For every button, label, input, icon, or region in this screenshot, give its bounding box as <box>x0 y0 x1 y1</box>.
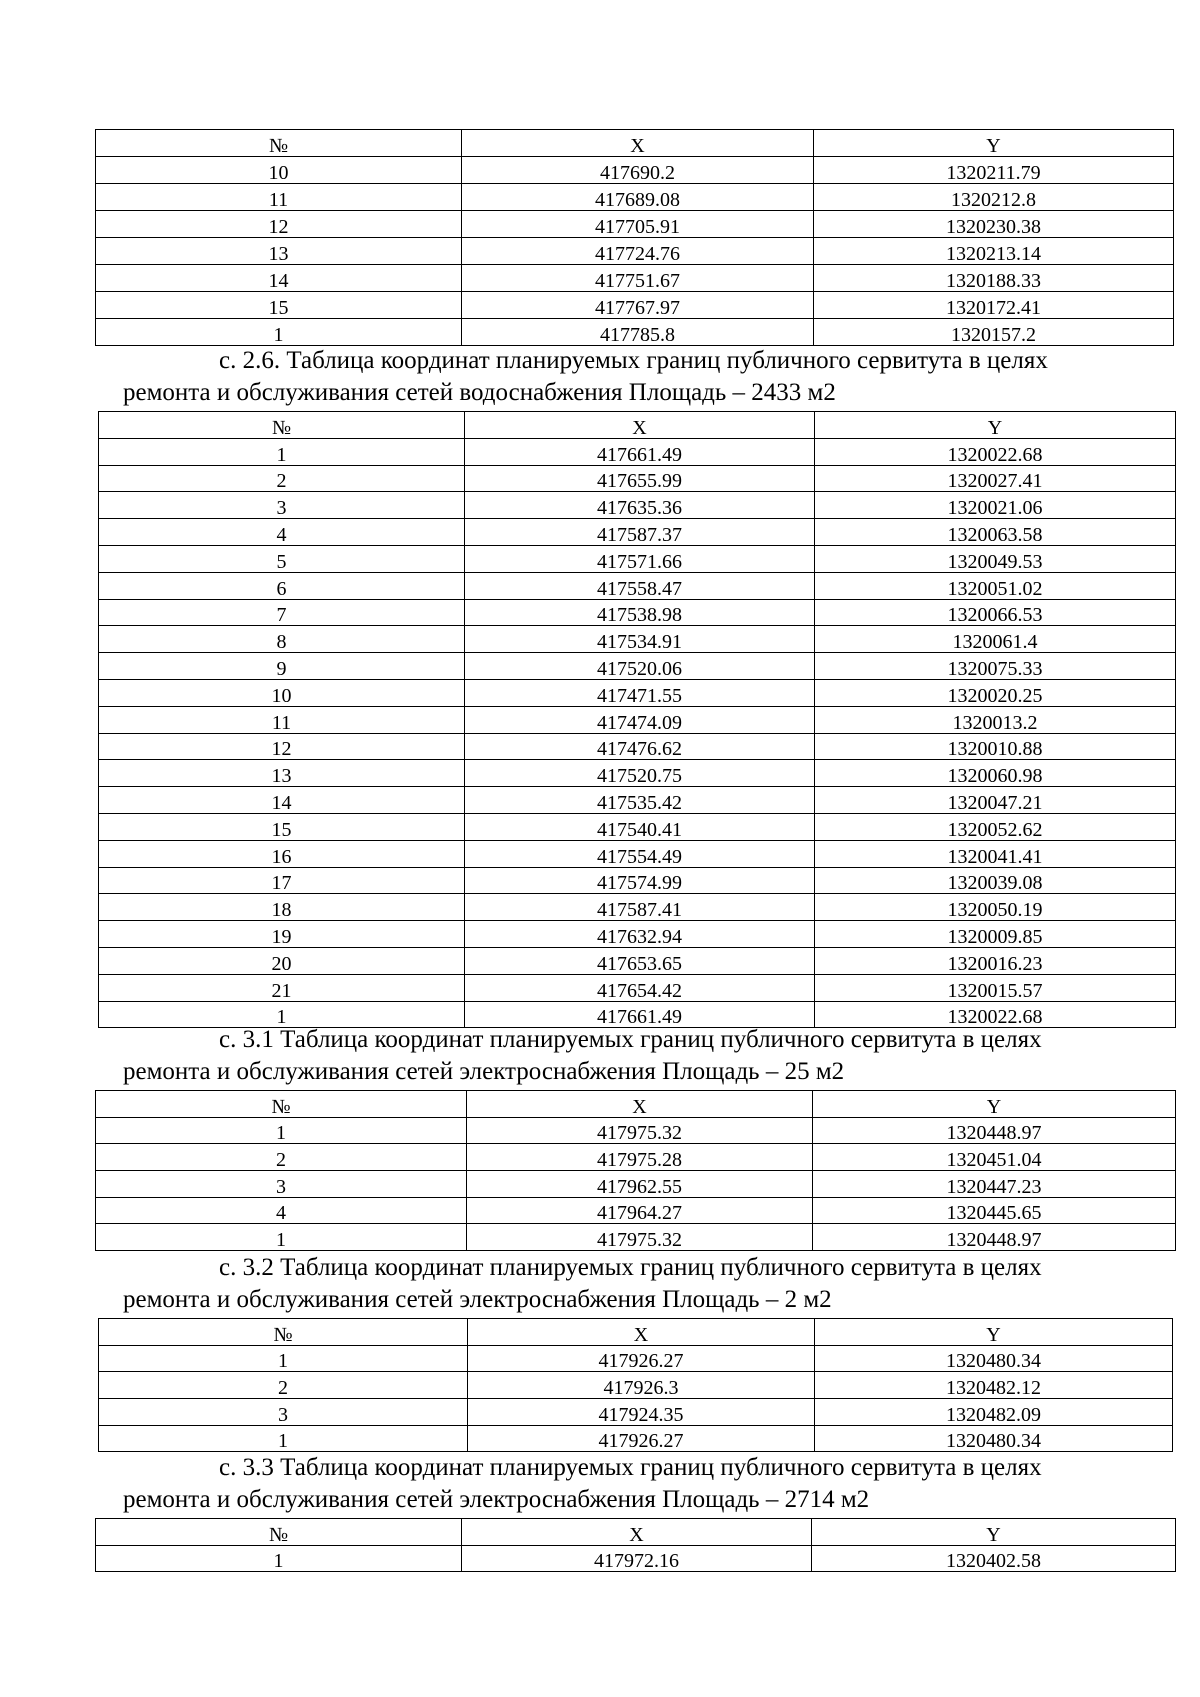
x-coordinate-cell: 417635.36 <box>465 492 815 519</box>
x-coordinate-cell: 417558.47 <box>465 572 815 599</box>
table-row <box>99 679 1176 706</box>
column-header-y: Y <box>815 1319 1173 1346</box>
point-number-cell: 20 <box>99 947 465 974</box>
table-row <box>96 157 1174 184</box>
table-row <box>99 947 1176 974</box>
table-caption <box>123 1452 1042 1516</box>
point-number-cell: 1 <box>99 1425 468 1452</box>
point-number-cell: 15 <box>99 813 465 840</box>
table-row <box>99 519 1176 546</box>
x-coordinate-cell: 417540.41 <box>465 813 815 840</box>
point-number-cell: 2 <box>96 1144 467 1171</box>
y-coordinate-cell: 1320402.58 <box>812 1545 1176 1572</box>
y-coordinate-cell: 1320020.25 <box>815 679 1176 706</box>
coordinates-table-block <box>95 129 1174 346</box>
point-number-cell: 7 <box>99 599 465 626</box>
y-coordinate-cell: 1320015.57 <box>815 974 1176 1001</box>
x-coordinate-cell: 417964.27 <box>467 1197 813 1224</box>
point-number-cell: 12 <box>96 211 462 238</box>
x-coordinate-cell: 417975.32 <box>467 1224 813 1251</box>
x-coordinate-cell: 417661.49 <box>465 1001 815 1028</box>
x-coordinate-cell: 417520.06 <box>465 653 815 680</box>
y-coordinate-cell: 1320230.38 <box>814 211 1174 238</box>
caption-line: ремонта и обслуживания сетей электроснабжения Площадь – 2 м2 <box>123 1286 832 1313</box>
point-number-cell: 1 <box>99 1001 465 1028</box>
caption-line: с. 3.1 Таблица координат планируемых границ публичного сервитута в целях <box>219 1026 1042 1053</box>
column-header-num: № <box>96 1091 467 1118</box>
table-row <box>99 653 1176 680</box>
point-number-cell: 1 <box>99 1345 468 1372</box>
table-row <box>99 706 1176 733</box>
coordinates-table <box>98 1318 1173 1452</box>
y-coordinate-cell: 1320211.79 <box>814 157 1174 184</box>
y-coordinate-cell: 1320061.4 <box>815 626 1176 653</box>
point-number-cell: 1 <box>96 1117 467 1144</box>
caption-line: ремонта и обслуживания сетей электроснабжения Площадь – 2714 м2 <box>123 1486 870 1513</box>
table-header-row <box>99 1319 1173 1346</box>
table-row <box>99 1372 1173 1399</box>
y-coordinate-cell: 1320010.88 <box>815 733 1176 760</box>
table-row <box>96 1171 1176 1198</box>
coordinates-table-block <box>98 1318 1173 1452</box>
x-coordinate-cell: 417471.55 <box>465 679 815 706</box>
y-coordinate-cell: 1320016.23 <box>815 947 1176 974</box>
y-coordinate-cell: 1320022.68 <box>815 438 1176 465</box>
table-row <box>99 1425 1173 1452</box>
x-coordinate-cell: 417661.49 <box>465 438 815 465</box>
column-header-num: № <box>99 412 465 439</box>
table-row <box>99 921 1176 948</box>
caption-line: с. 2.6. Таблица координат планируемых границ публичного сервитута в целях <box>219 347 1048 374</box>
table-row <box>99 492 1176 519</box>
y-coordinate-cell: 1320066.53 <box>815 599 1176 626</box>
column-header-y: Y <box>815 412 1176 439</box>
point-number-cell: 4 <box>99 519 465 546</box>
table-row <box>99 840 1176 867</box>
table-header-row <box>96 1519 1176 1546</box>
x-coordinate-cell: 417632.94 <box>465 921 815 948</box>
table-row <box>99 733 1176 760</box>
point-number-cell: 16 <box>99 840 465 867</box>
column-header-x: X <box>468 1319 815 1346</box>
x-coordinate-cell: 417690.2 <box>462 157 814 184</box>
x-coordinate-cell: 417724.76 <box>462 238 814 265</box>
table-row <box>96 211 1174 238</box>
table-row <box>96 1545 1176 1572</box>
column-header-x: X <box>467 1091 813 1118</box>
x-coordinate-cell: 417587.41 <box>465 894 815 921</box>
table-row <box>99 894 1176 921</box>
point-number-cell: 13 <box>96 238 462 265</box>
x-coordinate-cell: 417926.27 <box>468 1425 815 1452</box>
y-coordinate-cell: 1320157.2 <box>814 319 1174 346</box>
table-row <box>99 813 1176 840</box>
point-number-cell: 1 <box>96 1224 467 1251</box>
x-coordinate-cell: 417534.91 <box>465 626 815 653</box>
coordinates-table <box>95 1090 1176 1251</box>
point-number-cell: 3 <box>96 1171 467 1198</box>
x-coordinate-cell: 417587.37 <box>465 519 815 546</box>
y-coordinate-cell: 1320021.06 <box>815 492 1176 519</box>
y-coordinate-cell: 1320445.65 <box>813 1197 1176 1224</box>
x-coordinate-cell: 417655.99 <box>465 465 815 492</box>
point-number-cell: 9 <box>99 653 465 680</box>
table-row <box>99 599 1176 626</box>
point-number-cell: 14 <box>99 787 465 814</box>
x-coordinate-cell: 417474.09 <box>465 706 815 733</box>
table-row <box>99 974 1176 1001</box>
table-row <box>96 1117 1176 1144</box>
table-row <box>96 265 1174 292</box>
x-coordinate-cell: 417767.97 <box>462 292 814 319</box>
table-row <box>99 465 1176 492</box>
x-coordinate-cell: 417705.91 <box>462 211 814 238</box>
point-number-cell: 1 <box>96 319 462 346</box>
point-number-cell: 2 <box>99 465 465 492</box>
x-coordinate-cell: 417554.49 <box>465 840 815 867</box>
point-number-cell: 14 <box>96 265 462 292</box>
table-row <box>96 1197 1176 1224</box>
point-number-cell: 19 <box>99 921 465 948</box>
point-number-cell: 5 <box>99 545 465 572</box>
y-coordinate-cell: 1320482.09 <box>815 1399 1173 1426</box>
x-coordinate-cell: 417574.99 <box>465 867 815 894</box>
x-coordinate-cell: 417751.67 <box>462 265 814 292</box>
point-number-cell: 18 <box>99 894 465 921</box>
table-row <box>99 572 1176 599</box>
y-coordinate-cell: 1320013.2 <box>815 706 1176 733</box>
coordinates-table-block <box>95 1518 1176 1572</box>
y-coordinate-cell: 1320480.34 <box>815 1425 1173 1452</box>
y-coordinate-cell: 1320051.02 <box>815 572 1176 599</box>
coordinates-table <box>95 1518 1176 1572</box>
coordinates-table-block <box>98 411 1176 1028</box>
y-coordinate-cell: 1320213.14 <box>814 238 1174 265</box>
y-coordinate-cell: 1320052.62 <box>815 813 1176 840</box>
x-coordinate-cell: 417975.32 <box>467 1117 813 1144</box>
point-number-cell: 3 <box>99 492 465 519</box>
point-number-cell: 15 <box>96 292 462 319</box>
caption-line: ремонта и обслуживания сетей электроснабжения Площадь – 25 м2 <box>123 1058 845 1085</box>
x-coordinate-cell: 417571.66 <box>465 545 815 572</box>
y-coordinate-cell: 1320075.33 <box>815 653 1176 680</box>
point-number-cell: 11 <box>96 184 462 211</box>
y-coordinate-cell: 1320049.53 <box>815 545 1176 572</box>
y-coordinate-cell: 1320009.85 <box>815 921 1176 948</box>
point-number-cell: 12 <box>99 733 465 760</box>
caption-line: с. 3.2 Таблица координат планируемых границ публичного сервитута в целях <box>219 1254 1042 1281</box>
table-row <box>96 292 1174 319</box>
point-number-cell: 17 <box>99 867 465 894</box>
column-header-num: № <box>96 1519 462 1546</box>
table-header-row <box>96 1091 1176 1118</box>
column-header-y: Y <box>814 130 1174 157</box>
table-header-row <box>99 412 1176 439</box>
y-coordinate-cell: 1320039.08 <box>815 867 1176 894</box>
point-number-cell: 2 <box>99 1372 468 1399</box>
table-row <box>99 867 1176 894</box>
y-coordinate-cell: 1320480.34 <box>815 1345 1173 1372</box>
point-number-cell: 13 <box>99 760 465 787</box>
x-coordinate-cell: 417962.55 <box>467 1171 813 1198</box>
point-number-cell: 4 <box>96 1197 467 1224</box>
table-row <box>99 626 1176 653</box>
point-number-cell: 8 <box>99 626 465 653</box>
coordinates-table-block <box>95 1090 1176 1251</box>
column-header-x: X <box>462 1519 812 1546</box>
x-coordinate-cell: 417538.98 <box>465 599 815 626</box>
point-number-cell: 6 <box>99 572 465 599</box>
x-coordinate-cell: 417653.65 <box>465 947 815 974</box>
x-coordinate-cell: 417975.28 <box>467 1144 813 1171</box>
x-coordinate-cell: 417476.62 <box>465 733 815 760</box>
y-coordinate-cell: 1320212.8 <box>814 184 1174 211</box>
column-header-x: X <box>465 412 815 439</box>
x-coordinate-cell: 417926.27 <box>468 1345 815 1372</box>
table-row <box>99 545 1176 572</box>
y-coordinate-cell: 1320447.23 <box>813 1171 1176 1198</box>
y-coordinate-cell: 1320041.41 <box>815 840 1176 867</box>
column-header-y: Y <box>812 1519 1176 1546</box>
table-caption <box>123 1024 1042 1088</box>
point-number-cell: 10 <box>96 157 462 184</box>
y-coordinate-cell: 1320047.21 <box>815 787 1176 814</box>
caption-line: ремонта и обслуживания сетей водоснабжения Площадь – 2433 м2 <box>123 379 836 406</box>
y-coordinate-cell: 1320451.04 <box>813 1144 1176 1171</box>
coordinates-table <box>98 411 1176 1028</box>
table-row <box>96 1224 1176 1251</box>
point-number-cell: 1 <box>99 438 465 465</box>
column-header-num: № <box>96 130 462 157</box>
x-coordinate-cell: 417924.35 <box>468 1399 815 1426</box>
table-row <box>96 1144 1176 1171</box>
y-coordinate-cell: 1320448.97 <box>813 1224 1176 1251</box>
coordinates-table <box>95 129 1174 346</box>
y-coordinate-cell: 1320063.58 <box>815 519 1176 546</box>
y-coordinate-cell: 1320448.97 <box>813 1117 1176 1144</box>
x-coordinate-cell: 417535.42 <box>465 787 815 814</box>
table-row <box>96 319 1174 346</box>
column-header-num: № <box>99 1319 468 1346</box>
y-coordinate-cell: 1320482.12 <box>815 1372 1173 1399</box>
y-coordinate-cell: 1320022.68 <box>815 1001 1176 1028</box>
point-number-cell: 11 <box>99 706 465 733</box>
y-coordinate-cell: 1320060.98 <box>815 760 1176 787</box>
y-coordinate-cell: 1320027.41 <box>815 465 1176 492</box>
y-coordinate-cell: 1320172.41 <box>814 292 1174 319</box>
y-coordinate-cell: 1320188.33 <box>814 265 1174 292</box>
x-coordinate-cell: 417926.3 <box>468 1372 815 1399</box>
point-number-cell: 1 <box>96 1545 462 1572</box>
column-header-x: X <box>462 130 814 157</box>
x-coordinate-cell: 417689.08 <box>462 184 814 211</box>
point-number-cell: 10 <box>99 679 465 706</box>
x-coordinate-cell: 417785.8 <box>462 319 814 346</box>
table-row <box>99 438 1176 465</box>
table-row <box>96 238 1174 265</box>
x-coordinate-cell: 417972.16 <box>462 1545 812 1572</box>
x-coordinate-cell: 417654.42 <box>465 974 815 1001</box>
table-row <box>99 760 1176 787</box>
table-row <box>99 1345 1173 1372</box>
table-caption <box>123 345 1048 409</box>
table-row <box>99 1399 1173 1426</box>
x-coordinate-cell: 417520.75 <box>465 760 815 787</box>
point-number-cell: 3 <box>99 1399 468 1426</box>
column-header-y: Y <box>813 1091 1176 1118</box>
table-header-row <box>96 130 1174 157</box>
table-row <box>96 184 1174 211</box>
table-caption <box>123 1252 1042 1316</box>
table-row <box>99 787 1176 814</box>
point-number-cell: 21 <box>99 974 465 1001</box>
y-coordinate-cell: 1320050.19 <box>815 894 1176 921</box>
caption-line: с. 3.3 Таблица координат планируемых границ публичного сервитута в целях <box>219 1454 1042 1481</box>
